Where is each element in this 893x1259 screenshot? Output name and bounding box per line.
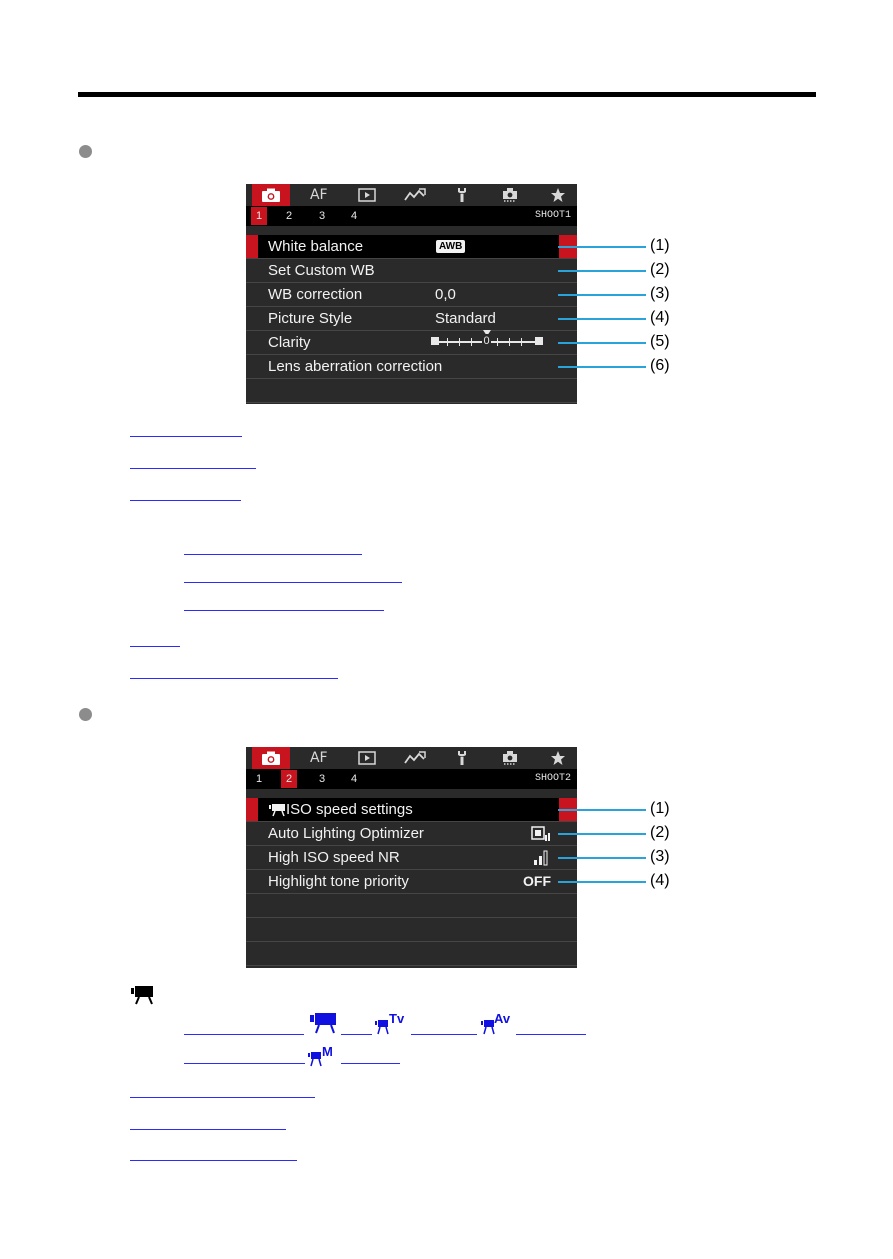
link-picture-style-registration[interactable]	[184, 597, 384, 611]
section-bullet	[79, 145, 92, 158]
menu-item-value: OFF	[523, 873, 551, 889]
m-mode-label: M	[322, 1044, 333, 1059]
my-menu-star-icon[interactable]	[539, 184, 577, 206]
link-auto-lighting-optimizer[interactable]	[130, 1084, 315, 1098]
menu-item-label: White balance	[268, 238, 364, 255]
callout-number: (5)	[650, 333, 670, 350]
clarity-scale	[435, 335, 539, 347]
alo-standard-icon	[531, 826, 551, 842]
link-wb-correction[interactable]	[130, 487, 241, 501]
subtab-2[interactable]: 2	[281, 770, 297, 788]
menu-item-white-balance[interactable]	[246, 235, 577, 259]
menu-item-wb-correction[interactable]	[246, 283, 577, 307]
callout-line	[558, 857, 646, 859]
link-iso-speed-settings[interactable]	[184, 1021, 304, 1035]
link-iso-speed-settings-m[interactable]	[184, 1050, 305, 1064]
movie-mode-icon	[130, 985, 154, 1005]
plus-end-icon	[535, 337, 543, 345]
subtab-1[interactable]: 1	[255, 773, 263, 785]
callout-line	[558, 294, 646, 296]
menu-item-auto-lighting-optimizer[interactable]	[246, 822, 577, 846]
tv-mode-label: Tv	[389, 1011, 405, 1026]
movie-m-mode-icon[interactable]	[308, 1050, 322, 1068]
link-clarity[interactable]	[130, 633, 180, 647]
clarity-value: 0	[483, 335, 490, 347]
menu-item-label: ISO speed settings	[286, 801, 413, 818]
subtab-3[interactable]: 3	[318, 210, 326, 222]
menu-tab-bar	[246, 184, 577, 206]
af-tab[interactable]: AF	[309, 750, 328, 766]
link-segment[interactable]	[411, 1021, 477, 1035]
playback-icon[interactable]	[348, 184, 386, 206]
shoot2-menu-screen	[246, 747, 577, 968]
playback-icon[interactable]	[348, 747, 386, 769]
menu-item-lens-aberration-correction[interactable]	[246, 355, 577, 379]
link-custom-wb[interactable]	[130, 455, 256, 469]
menu-item-value: 0,0	[435, 286, 456, 303]
my-menu-star-icon[interactable]	[539, 747, 577, 769]
menu-item-value: Standard	[435, 310, 496, 327]
custom-functions-icon[interactable]	[491, 747, 529, 769]
callout-number: (3)	[650, 848, 670, 865]
menu-item-empty	[246, 918, 577, 942]
link-highlight-tone-priority[interactable]	[130, 1147, 297, 1161]
menu-item-empty	[246, 942, 577, 966]
menu-item-high-iso-speed-nr[interactable]	[246, 846, 577, 870]
movie-tv-mode-icon[interactable]	[375, 1018, 389, 1036]
menu-item-label: Clarity	[268, 334, 311, 351]
callout-number: (2)	[650, 824, 670, 841]
menu-item-label: Lens aberration correction	[268, 358, 443, 375]
callout-number: (3)	[650, 285, 670, 302]
menu-item-label: Auto Lighting Optimizer	[268, 825, 424, 842]
minus-end-icon	[431, 337, 439, 345]
menu-id-label: SHOOT2	[534, 773, 571, 784]
callout-line	[558, 366, 646, 368]
nr-standard-icon	[533, 850, 549, 866]
shooting-camera-icon[interactable]	[252, 747, 290, 769]
link-segment[interactable]	[341, 1050, 400, 1064]
menu-id-label: SHOOT1	[534, 210, 571, 221]
callout-number: (2)	[650, 261, 670, 278]
callout-line	[558, 342, 646, 344]
callout-number: (1)	[650, 800, 670, 817]
menu-item-iso-speed-settings[interactable]	[246, 798, 577, 822]
av-mode-label: Av	[494, 1011, 511, 1026]
menu-item-highlight-tone-priority[interactable]	[246, 870, 577, 894]
link-picture-style-selection[interactable]	[184, 541, 362, 555]
menu-item-label: Picture Style	[268, 310, 353, 327]
menu-item-clarity[interactable]	[246, 331, 577, 355]
menu-item-label: Highlight tone priority	[268, 873, 409, 890]
section-rule	[78, 92, 816, 97]
af-tab[interactable]: AF	[309, 187, 328, 203]
movie-mode-blue-icon[interactable]	[309, 1011, 337, 1035]
link-high-iso-speed-nr[interactable]	[130, 1116, 286, 1130]
callout-line	[558, 246, 646, 248]
link-segment[interactable]	[516, 1021, 586, 1035]
menu-item-label: WB correction	[268, 286, 363, 303]
menu-item-picture-style[interactable]	[246, 307, 577, 331]
callout-number: (1)	[650, 237, 670, 254]
setup-wrench-icon[interactable]	[443, 747, 481, 769]
callout-line	[558, 318, 646, 320]
menu-item-empty	[246, 379, 577, 403]
subtab-3[interactable]: 3	[318, 773, 326, 785]
network-icon[interactable]	[396, 184, 434, 206]
subtab-1[interactable]: 1	[251, 207, 267, 225]
menu-item-label: Set Custom WB	[268, 262, 375, 279]
callout-line	[558, 881, 646, 883]
callout-line	[558, 833, 646, 835]
movie-av-mode-icon[interactable]	[481, 1018, 495, 1036]
callout-line	[558, 270, 646, 272]
menu-subtab-bar	[246, 769, 577, 789]
subtab-4[interactable]: 4	[350, 773, 358, 785]
menu-item-label: High ISO speed NR	[268, 849, 400, 866]
menu-tab-bar	[246, 747, 577, 769]
link-segment[interactable]	[341, 1021, 372, 1035]
movie-mode-icon	[268, 803, 286, 817]
link-white-balance[interactable]	[130, 423, 242, 437]
network-icon[interactable]	[396, 747, 434, 769]
subtab-4[interactable]: 4	[350, 210, 358, 222]
callout-number: (4)	[650, 872, 670, 889]
shooting-camera-icon[interactable]	[252, 184, 290, 206]
callout-number: (4)	[650, 309, 670, 326]
link-lens-aberration-correction[interactable]	[130, 665, 338, 679]
shoot1-menu-screen	[246, 184, 577, 404]
menu-item-set-custom-wb[interactable]	[246, 259, 577, 283]
awb-icon: AWB	[436, 240, 465, 253]
subtab-2[interactable]: 2	[285, 210, 293, 222]
menu-item-empty	[246, 894, 577, 918]
section-bullet	[79, 708, 92, 721]
menu-subtab-bar	[246, 206, 577, 226]
link-picture-style-customization[interactable]	[184, 569, 402, 583]
callout-number: (6)	[650, 357, 670, 374]
setup-wrench-icon[interactable]	[443, 184, 481, 206]
callout-line	[558, 809, 646, 811]
custom-functions-icon[interactable]	[491, 184, 529, 206]
